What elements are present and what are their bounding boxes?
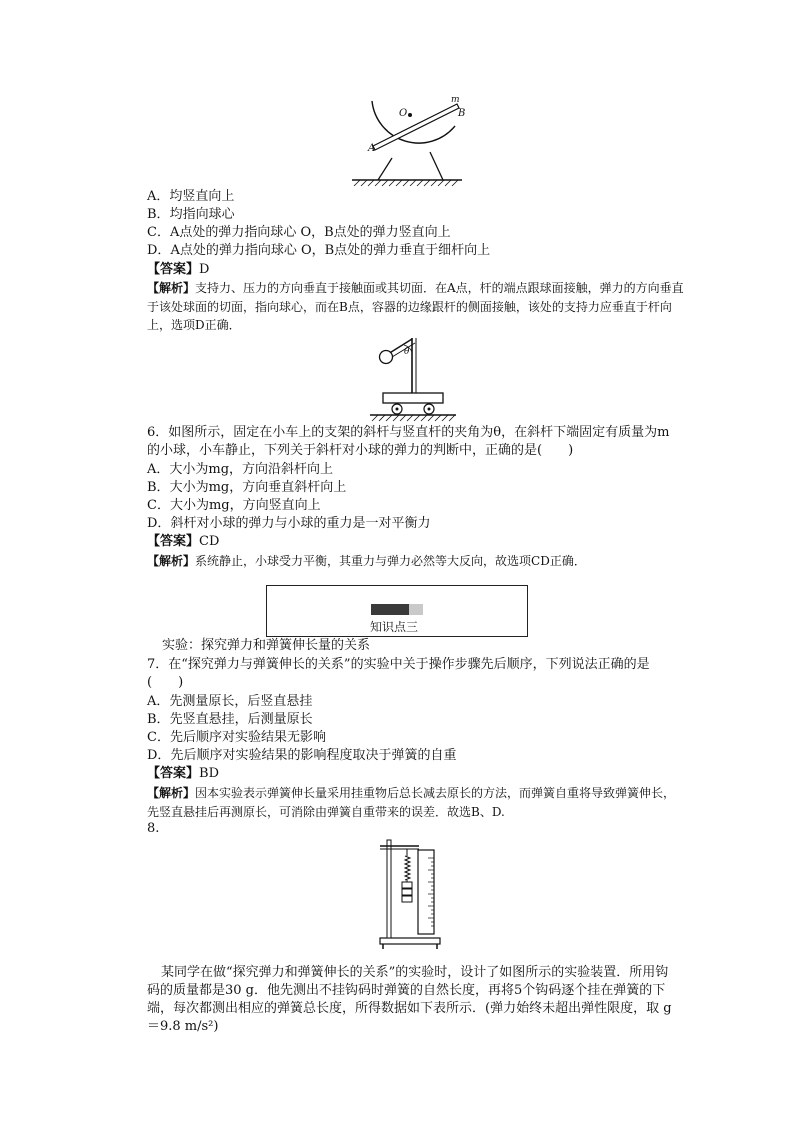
q6-option-a: A．大小为mg，方向沿斜杆向上: [147, 462, 334, 477]
q5-answer: 【答案】D: [147, 262, 210, 277]
q6-option-d: D．斜杆对小球的弹力与小球的重力是一对平衡力: [147, 516, 431, 531]
q6-option-c: C．大小为mg，方向竖直向上: [147, 498, 321, 513]
q7-analysis: 【解析】因本实验表示弹簧伸长量采用挂重物后总长减去原长的方法，而弹簧自重将导致弹簧伸长，先竖直悬挂后再测原长，可消除由弹簧自重带来的误差．故选B、D.: [147, 786, 676, 819]
label-B: B: [458, 108, 466, 119]
label-theta: θ: [404, 347, 410, 357]
q5-option-d: D．A点处的弹力指向球心 O，B点处的弹力垂直于细杆向上: [147, 243, 491, 258]
q7-option-b: B．先竖直悬挂，后测量原长: [147, 712, 313, 727]
experiment-title: 实验：探究弹力和弹簧伸长量的关系: [162, 638, 371, 653]
q7-option-a: A．先测量原长，后竖直悬挂: [147, 694, 313, 709]
q8-number: 8.: [147, 821, 160, 836]
q6-stem: 6．如图所示，固定在小车上的支架的斜杆与竖直杆的夹角为θ，在斜杆下端固定有质量为m的小球，小车静止，下列关于斜杆对小球的弹力的判断中，正确的是( ): [147, 425, 670, 458]
q5-option-c: C．A点处的弹力指向球心 O，B点处的弹力竖直向上: [147, 225, 451, 240]
knowledge-point-label: 知识点三: [370, 620, 419, 634]
q6-analysis: 【解析】系统静止，小球受力平衡，其重力与弹力必然等大反向，故选项CD正确．: [147, 554, 586, 568]
label-O: O: [399, 108, 408, 119]
q5-analysis: 【解析】支持力、压力的方向垂直于接触面或其切面．在A点，杆的端点跟球面接触，弹力的方向垂直于该处球面的切面，指向球心，而在B点，容器的边缘跟杆的侧面接触，该处的支持力应垂直于杆向上，选项D正确．: [147, 281, 684, 332]
q6-answer: 【答案】CD: [147, 534, 220, 549]
q5-option-b: B．均指向球心: [147, 207, 235, 222]
q6-option-b: B．大小为mg，方向垂直斜杆向上: [147, 480, 347, 495]
q7-option-d: D．先后顺序对实验结果的影响程度取决于弹簧的自重: [147, 748, 457, 763]
q7-option-c: C．先后顺序对实验结果无影响: [147, 730, 326, 745]
q7-stem: 7．在“探究弹力与弹簧伸长的关系”的实验中关于操作步骤先后顺序，下列说法正确的是( ): [147, 657, 650, 690]
q7-answer: 【答案】BD: [147, 766, 219, 781]
q5-option-a: A．均竖直向上: [147, 189, 235, 204]
q8-stem: 某同学在做“探究弹力和弹簧伸长的关系”的实验时，设计了如图所示的实验装置．所用钩码的质量都是30 g．他先测出不挂钩码时弹簧的自然长度，再将5个钩码逐个挂在弹簧的下端，每次都测出相应的弹簧总长度，所得数据如下表所示．(弹力始终未超出弹性限度，取 g＝9.8 m/s²): [147, 965, 672, 1034]
label-m: m: [451, 95, 460, 105]
label-A: A: [368, 143, 376, 154]
